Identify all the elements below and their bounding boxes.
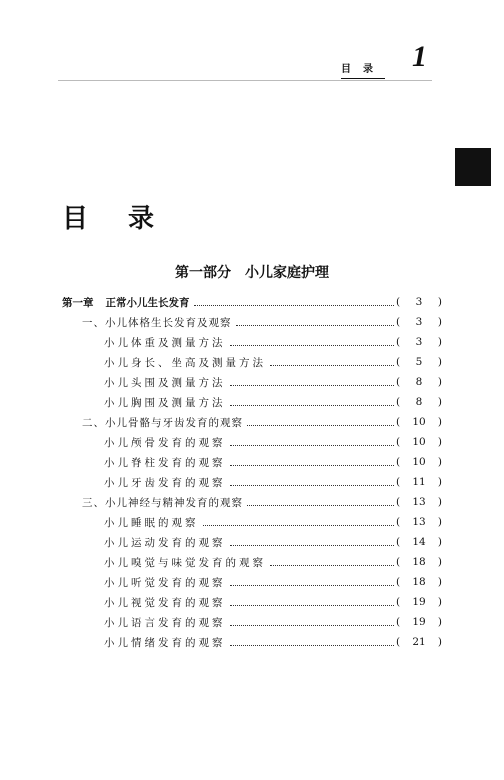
- toc-entry-item: [0, 352, 504, 372]
- dot-leader: [230, 605, 395, 606]
- toc-entry-text: 小儿视觉发育的观察: [104, 596, 226, 609]
- toc-entry-title: [104, 455, 228, 470]
- toc-entry-text: 二、小儿骨骼与牙齿发育的观察: [82, 416, 243, 429]
- toc-page-ref: ( 3 ): [396, 316, 442, 328]
- toc-page-number: 5: [415, 356, 423, 368]
- part-title: 第一部分 小儿家庭护理: [175, 265, 329, 281]
- toc-page-ref: ( 19 ): [396, 616, 442, 628]
- toc-page-ref: ( 21 ): [396, 636, 442, 648]
- dot-leader: [194, 305, 395, 306]
- toc-page-ref: ( 18 ): [396, 556, 442, 568]
- thumb-index-tab: [455, 148, 491, 186]
- toc-page-ref: ( 8 ): [396, 396, 442, 408]
- toc-page-number: 19: [412, 616, 426, 628]
- toc-entry-item: [0, 632, 504, 652]
- dot-leader: [230, 445, 395, 446]
- toc-entry-title: [104, 335, 228, 350]
- toc-page-number: 10: [412, 436, 426, 448]
- toc-page-number: 3: [415, 296, 423, 308]
- toc-entry-item: [0, 572, 504, 592]
- toc-entry-text: 小儿胸围及测量方法: [104, 396, 226, 409]
- toc-entry-title: [104, 555, 268, 570]
- toc-entry-text: 小儿体重及测量方法: [104, 336, 226, 349]
- toc-entry-title: [104, 375, 228, 390]
- running-header-label: 目录: [341, 60, 385, 79]
- dot-leader: [236, 325, 395, 326]
- toc-entry-text: 正常小儿生长发育: [105, 296, 190, 309]
- toc-entry-text: 小儿头围及测量方法: [104, 376, 226, 389]
- toc-page-number: 3: [415, 316, 423, 328]
- dot-leader: [230, 465, 395, 466]
- toc-entry-text: 三、小儿神经与精神发育的观察: [82, 496, 243, 509]
- toc-page-ref: ( 14 ): [396, 536, 442, 548]
- toc-page-number: 18: [412, 576, 426, 588]
- toc-heading: 目录: [62, 204, 195, 234]
- toc-page-number: 21: [412, 636, 426, 648]
- toc-entry-title: [104, 395, 228, 410]
- toc-entry-item: [0, 592, 504, 612]
- toc-entry-text: 小儿情绪发育的观察: [104, 636, 226, 649]
- toc-entry-text: 一、小儿体格生长发育及观察: [82, 316, 232, 329]
- toc-page-ref: ( 18 ): [396, 576, 442, 588]
- dot-leader: [230, 625, 395, 626]
- toc-entry-item: [0, 472, 504, 492]
- toc-page-number: 3: [415, 336, 423, 348]
- toc-page-ref: ( 5 ): [396, 356, 442, 368]
- page-number: 1: [412, 40, 427, 73]
- header-divider: [58, 80, 432, 81]
- toc-entry-text: 小儿颅骨发育的观察: [104, 436, 226, 449]
- toc-page-number: 11: [412, 476, 426, 488]
- toc-entry-title: [82, 495, 245, 510]
- dot-leader: [230, 345, 395, 346]
- toc-page-ref: ( 3 ): [396, 296, 442, 308]
- toc-entry-title: [104, 595, 228, 610]
- toc-entry-section: [0, 412, 504, 432]
- toc-entry-section: [0, 312, 504, 332]
- toc-page-number: 8: [415, 376, 423, 388]
- toc-entry-text: 小儿睡眠的观察: [104, 516, 199, 529]
- toc-page-ref: ( 10 ): [396, 416, 442, 428]
- toc-entry-text: 小儿身长、坐高及测量方法: [104, 356, 266, 369]
- toc-entry-item: [0, 552, 504, 572]
- dot-leader: [230, 485, 395, 486]
- toc-entry-item: [0, 532, 504, 552]
- dot-leader: [270, 565, 394, 566]
- toc-entry-title: [104, 435, 228, 450]
- toc-page-ref: ( 8 ): [396, 376, 442, 388]
- dot-leader: [230, 385, 395, 386]
- toc-page-ref: ( 10 ): [396, 456, 442, 468]
- toc-entry-item: [0, 372, 504, 392]
- toc-entry-chapter: [0, 292, 504, 312]
- toc-page-ref: ( 11 ): [396, 476, 442, 488]
- toc-page-number: 8: [415, 396, 423, 408]
- toc-entry-title: [104, 355, 268, 370]
- toc-entry-item: [0, 512, 504, 532]
- dot-leader: [270, 365, 394, 366]
- toc-entry-text: 小儿牙齿发育的观察: [104, 476, 226, 489]
- dot-leader: [230, 545, 395, 546]
- toc-entry-title: [82, 415, 245, 430]
- toc-page-number: 10: [412, 416, 426, 428]
- toc-entry-text: 小儿嗅觉与味觉发育的观察: [104, 556, 266, 569]
- toc-entry-item: [0, 452, 504, 472]
- toc-entry-item: [0, 612, 504, 632]
- dot-leader: [203, 525, 395, 526]
- toc-entry-title: [104, 535, 228, 550]
- toc-page-ref: ( 13 ): [396, 496, 442, 508]
- toc-page-number: 10: [412, 456, 426, 468]
- toc-entry-title: [104, 475, 228, 490]
- dot-leader: [247, 425, 394, 426]
- dot-leader: [230, 405, 395, 406]
- toc-page-number: 13: [412, 496, 426, 508]
- toc-page-ref: ( 3 ): [396, 336, 442, 348]
- toc-page-number: 14: [412, 536, 426, 548]
- dot-leader: [230, 585, 395, 586]
- toc-entry-text: 小儿运动发育的观察: [104, 536, 226, 549]
- toc-entry-title: [104, 575, 228, 590]
- toc-entry-title: [62, 295, 192, 310]
- toc-page-number: 19: [412, 596, 426, 608]
- toc-page-number: 18: [412, 556, 426, 568]
- toc-entry-text: 小儿语言发育的观察: [104, 616, 226, 629]
- dot-leader: [230, 645, 395, 646]
- toc-page-ref: ( 19 ): [396, 596, 442, 608]
- toc-page-number: 13: [412, 516, 426, 528]
- toc-entry-text: 小儿脊柱发育的观察: [104, 456, 226, 469]
- toc-entry-item: [0, 332, 504, 352]
- toc-entry-text: 小儿听觉发育的观察: [104, 576, 226, 589]
- toc-entry-title: [104, 615, 228, 630]
- toc-entry-title: [104, 635, 228, 650]
- dot-leader: [247, 505, 394, 506]
- toc-entry-title: [82, 315, 234, 330]
- toc-entry-item: [0, 432, 504, 452]
- toc-page-ref: ( 10 ): [396, 436, 442, 448]
- chapter-number: 第一章: [62, 296, 94, 309]
- toc-page-ref: ( 13 ): [396, 516, 442, 528]
- toc-entry-section: [0, 492, 504, 512]
- toc-entry-title: [104, 515, 201, 530]
- toc-entry-item: [0, 392, 504, 412]
